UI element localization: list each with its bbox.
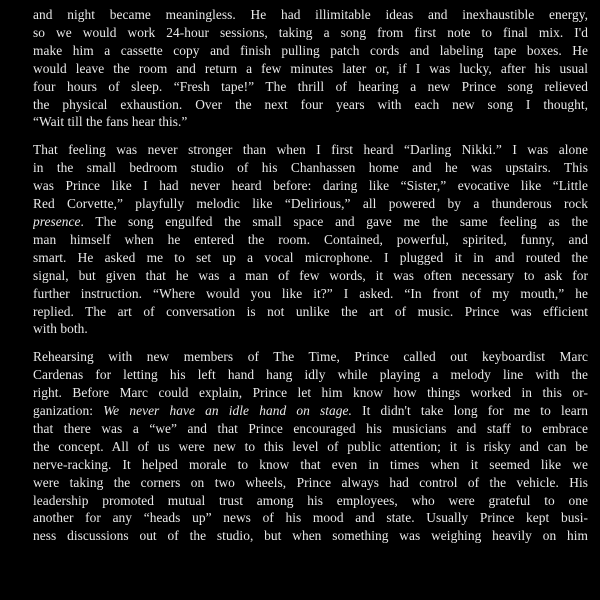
- text-line: Rehearsing with new members of The Time, Prince called out keyboardist Marc: [33, 349, 588, 365]
- text-line: ness discussions out of the studio, but when something was weighing heavily on him: [33, 528, 588, 544]
- text-line: smart. He asked me to set up a vocal microphone. I plugged it in and routed the: [33, 249, 588, 265]
- text-line: replied. The art of conversation is not unlike the art of music. Prince was efficient: [33, 303, 588, 319]
- paragraph-3: [33, 348, 588, 545]
- text-line: with both.: [33, 321, 88, 337]
- text-line: and night became meaningless. He had illimitable ideas and inexhaustible energy,: [33, 7, 588, 22]
- text-line: That feeling was never stronger than when I first heard “Darling Nikki.” I was alone: [33, 142, 588, 158]
- text-line: further instruction. “Where would you like it?” I asked. “In front of my mouth,” he: [33, 285, 588, 301]
- text-line: nerve-racking. It helped morale to know that even in times when it seemed like we: [33, 456, 588, 472]
- paragraph-1: [33, 6, 588, 131]
- text-line: Cardenas for letting his left hand hang idly while playing a melody line with the: [33, 367, 588, 383]
- text-line: would leave the room and return a few minutes later or, if I was lucky, after his usual: [33, 60, 588, 76]
- text-line: the concept. All of us were new to this level of public attention; it is risky and can be: [33, 438, 588, 454]
- text-line: leadership promoted mutual trust among his employees, who were grateful to one: [33, 492, 588, 508]
- paragraph-2: [33, 141, 588, 338]
- text-line: that there was a “we” and that Prince encouraged his musicians and staff to embrace: [33, 420, 588, 436]
- text-line: right. Before Marc could explain, Prince let him know how things worked in this or-: [33, 385, 588, 401]
- text-line: was Prince like I had never heard before: daring like “Sister,” evocative like “Little: [33, 178, 588, 194]
- text-line: were taking the corners on two wheels, Prince always had control of the vehicle. His: [33, 474, 588, 490]
- text-line: make him a cassette copy and finish pulling patch cords and labeling tape boxes. He: [33, 42, 588, 58]
- text-line: “Wait till the fans hear this.”: [33, 114, 188, 130]
- text-line: man himself when he entered the room. Contained, powerful, spirited, funny, and: [33, 231, 588, 247]
- text-line: the physical exhaustion. Over the next four years with each new song I thought,: [33, 96, 588, 112]
- italic-text: presence: [33, 213, 81, 229]
- text-line: ganization: We never have an idle hand on stage. It didn't take long for me to learn: [33, 403, 588, 419]
- text-line: presence. The song engulfed the small space and gave me the same feeling as the: [33, 213, 588, 229]
- text-line: another for any “heads up” news of his mood and state. Usually Prince kept busi-: [33, 510, 588, 526]
- text-line: Red Corvette,” playfully melodic like “Delirious,” all powered by a thunderous rock: [33, 196, 588, 212]
- page-body-text: [33, 0, 588, 600]
- text-line: in the small bedroom studio of his Chanhassen home and he was upstairs. This: [33, 160, 588, 176]
- text-line: so we would work 24-hour sessions, taking a song from first note to final mix. I'd: [33, 24, 588, 40]
- text-line: four hours of sleep. “Fresh tape!” The thrill of hearing a new Prince song relieved: [33, 78, 588, 94]
- italic-text: We never have an idle hand on stage.: [103, 403, 352, 419]
- text-line: signal, but given that he was a man of few words, it was often necessary to ask for: [33, 267, 588, 283]
